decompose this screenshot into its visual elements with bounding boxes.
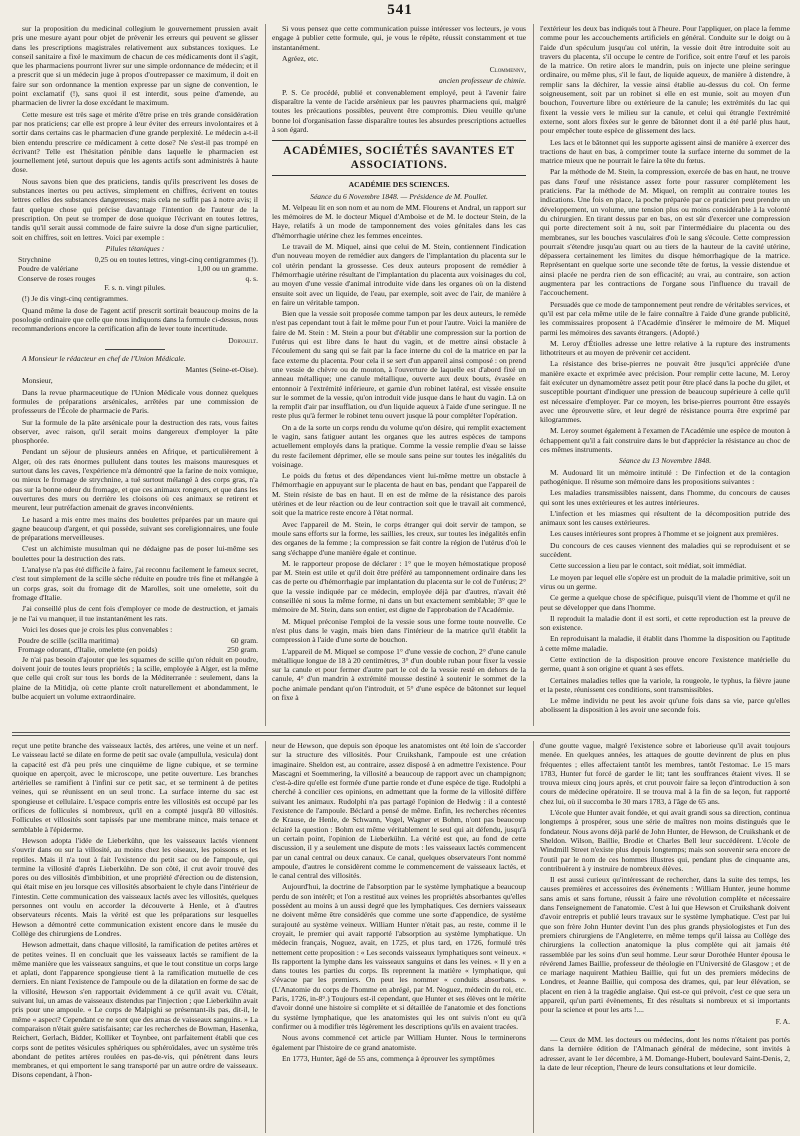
paragraph: M. Miquel préconise l'emploi de la vessie sous une forme toute nouvelle. Ce n'est plus dans le vagin, mais bien dans l'intérieur de la matrice qu'il établit la compression à l'aide d'une sorte de bouchon. (272, 616, 526, 645)
paragraph: Voici les doses que je crois les plus convenables : (22, 624, 173, 634)
paragraph: Pendant un séjour de plusieurs années en Afrique, et particulièrement à Alger, où des rats énormes pullulent dans toutes les maisons mauresques et surtout dans les caves, l'expérience m'a démontré que la farine de noix vomique, ou mieux le fromage de strychnine, a tué surtout mélangé à des corps gras, n'a pas sur la bonne odeur du fromage, et que ces animaux rongeurs, et que dans les ouvertures des murs ou derrière les cloisons où ces animaux se retirent et meurent, leur putréfaction amenait de graves inconvénients. (12, 447, 258, 513)
feuilleton-column-3 (540, 741, 790, 1133)
paragraph: reçut une petite branche des vaisseaux lactés, des artères, une veine et un nerf. Le vaisseau lacté se dilate en forme de petit sac ovale (ampullula, vesicula) dont la capacité est d'à peu près une cinquième de ligne cubique, et se termine quoique en aperçoit, avec le microscope, une petite ouverture. Les branches artérielles se ramifient à l'infini sur ce petit sac, et se terminent à de petites veines, qui se réunissent en un seul tronc. La surface interne du sac est spongieuse et cellulaire. L'espace compris entre les villosités est occupé par les orifices de follicules si nombreux, qu'il en a compté jusqu'à 80 villosités. Follicules et villosités sont tapissés par une membrane mince, mais tenace et semblable à l'épiderme. (12, 741, 258, 834)
recipe-note: (!) Je dis vingt-cinq centigrammes. (22, 294, 129, 304)
paragraph: L'analyse n'a pas été difficile à faire, j'ai reconnu facilement le fameux secret, c'est tout simplement de la scille sèche réduite en poudre très fine et mélangée à un corps gras, soit du fromage dit de Marolles, soit une omelette, soit du fromage d'Italie. (12, 565, 258, 602)
recipe-line (12, 274, 258, 283)
dose-amount: 60 gram. (231, 636, 258, 646)
dose-line (12, 636, 258, 645)
recipe-ingredient: Strychnine (18, 255, 51, 265)
paragraph: La résistance des brise-pierres ne pouvait être jusqu'ici appréciée d'une manière exacte et exprimée avec précision. Pour remplir cette lacune, M. Leroy fait exécuter un dynamomètre assez petit pour être placé dans la poche du gilet, et susceptible pourtant d'indiquer une pression de beaucoup supérieure à celle qu'il est nécessaire d'employer. Par ce moyen, les brise-pierres pourront être essayés avec une éprouvette sûre, et leur degré de résistance pourra être exprimé par kilogrammes. (540, 359, 790, 425)
paragraph: Dans la revue pharmaceutique de l'Union Médicale vous donnez quelques formules de préparations arsénicales, arrêtées par une commission de professeurs de l'École de pharmacie de Paris. (12, 387, 258, 416)
academy-name: ACADÉMIE DES SCIENCES. (348, 180, 450, 190)
feuilleton-column-2 (272, 741, 526, 1133)
dose-amount: 250 gram. (227, 645, 258, 655)
paragraph: Sur la formule de la pâte arsénicale pour la destruction des rats, vous faites observer, avec raison, qu'il serait moins dangereux d'employer la pâte phosphorée. (12, 417, 258, 446)
paragraph: Cette succession a lieu par le contact, soit médiat, soit immédiat. (550, 561, 747, 571)
column-rule (533, 24, 534, 726)
page-number: 541 (387, 2, 413, 18)
section-heading: ACADÉMIES, SOCIÉTÉS SAVANTES ET ASSOCIATIONS. (272, 140, 526, 176)
recipe-end: F. s. n. vingt pilules. (104, 283, 166, 293)
paragraph: Quand même la dose de l'agent actif prescrit sortirait beaucoup moins de la posologie ordinaire que celle que nous indiquons dans la formule ci-dessus, nous recommanderions encore la certification afin de lever toute incertitude. (12, 305, 258, 334)
paragraph: Le hasard a mis entre mes mains des boulettes préparées par un maure qui gagne beaucoup d'argent, et qui possède, suivant ses coreligionnaires, une foule de préparations merveilleuses. (12, 514, 258, 543)
column-2 (272, 24, 526, 726)
letter-place: Mantes (Seine-et-Oise). (185, 365, 258, 375)
signature-title: ancien professeur de chimie. (438, 76, 526, 86)
paragraph: C'est un alchimiste musulman qui ne dédaigne pas de poser lui-même ses boulettes pour la destruction des rats. (12, 544, 258, 563)
paragraph: Du concours de ces causes viennent des maladies qui se reproduisent et se succèdent. (540, 540, 790, 560)
signature: Dorvault. (228, 335, 258, 345)
paragraph: Agréez, etc. (282, 53, 319, 63)
session-date: Séance du 13 Novembre 1848. (618, 456, 712, 466)
dose-line (12, 645, 258, 654)
paragraph: En 1773, Hunter, âgé de 55 ans, commença à éprouver les symptômes (282, 1053, 495, 1063)
recipe-dose: 0,25 ou en toutes lettres, vingt-cinq centigrammes (!). (94, 255, 258, 265)
signature: Clommenny, (489, 65, 526, 75)
paragraph: Nous avons commencé cet article par William Hunter. Nous le terminerons également par l'histoire de ce grand anatomiste. (272, 1033, 526, 1052)
paragraph: On a de la sorte un corps rendu du volume qu'on désire, qui remplit exactement le vagin, sans fatiguer autant les organes que les autres espèces de tampons actuellement employés dans la pratique. Comme la vessie remplie d'eau se laisse du reste facilement déprimer, elle se moule sans peine sur toutes les inégalités du voisinage. (272, 422, 526, 469)
recipe-ingredient: Conserve de roses rouges (18, 273, 96, 283)
paragraph: M. Leroy soumet également à l'examen de l'Académie une espèce de mouton à échappement qu'il a fait construire dans le but d'apprécier la résistance au choc de ces mêmes instruments. (540, 426, 790, 455)
paragraph: Les causes intérieures sont propres à l'homme et se joignent aux premières. (550, 529, 779, 539)
session-date: Séance du 6 Novembre 1848. — Présidence de M. Poullet. (310, 191, 488, 201)
paragraph: Avec l'appareil de M. Stein, le corps étranger qui doit servir de tampon, se moule sans efforts sur la forme, les saillies, les creux, sur toutes les inégalités enfin des organes de la femme ; la compression se fait contre la région de l'utérus d'où le sang s'échappe d'une manière égale et continue. (272, 519, 526, 557)
paragraph: neur de Hewson, que depuis son époque les anatomistes ont été loin de s'accorder sur la structure des villosités. Pour Cruikshank, l'ampoule est une création imaginaire. Sheldon est, au contraire, assez disposé à en admettre l'existence. Pour Mascagni et Soemmering, la villosité a beaucoup de rapport avec un champignon; c'est-à-dire qu'elle est formée d'une partie ronde et d'une espèce de tige. Rudolphi a cherché à concilier ces opinions, en admettant que la forme de la villosité diffère suivant les animaux. Rudolphi n'a pas partagé l'opinion de Hedwig : il a contesté l'existence de l'ampoule. Béclard a pensé de même. Enfin, les recherches récentes de Krause, de Henle, de Schwann, Vogel, Wagner et Bohm, n'ont pas beaucoup éclairé la question : Bohm est même véritablement le seul qui ait défendu, jusqu'à un certain point, l'opinion de Lieberkühn. La vérité est que, au fond de cette discussion, il y a seulement une dispute de mots : les vaisseaux lactés commencent par un canal central ou deux canaux. Ce canal, quelques observateurs l'ont nommé ampoule, d'autres le considèrent comme le commencement de vaisseaux lactés, et le canal central des villosités. (272, 741, 526, 881)
paragraph: Cette mesure est très sage et mérite d'être prise en très grande considération par nos praticiens; car elle est propre à leur éviter des erreurs involontaires et à sortir dans certains cas le pharmacien d'une grande perplexité. Le médecin a-t-il bien entendu prescrire ce médicament à cette dose? Ne s'est-il pas trompé en écrivant? Telle est l'hésitation pénible dans laquelle le pharmacien est journellement jeté, surtout depuis que les agents actifs sont administrés à haute dose. (12, 109, 258, 175)
paragraph: Hewson admettait, dans chaque villosité, la ramification de petites artères et de petites veines. Il en concluait que les vaisseaux lactés se ramifient de la même manière que les vaisseaux sanguins, et que le tout constitue un corps large et aplati, dont l'apparence spongieuse tient à la ramification mutuelle de ces derniers. En niant l'existence de l'ampoule ou de la dilatation en forme de sac de la villosité, Hewson s'en rapportait évidemment à ce qu'il avait vu. C'était, suivant lui, un amas de vaisseaux distendus par l'injection ; que Lieberkühn avait pris pour une ampoule. « Le corps de Malpighi se présentant-ils pas, dit-il, le même « aspect? Cependant ce ne sont que des amas de vaisseaux sanguins. » La comparaison n'était guère satisfaisante; car les recherches de Bowman, Hasenka, Reichert, Gerlach, Bidder, Kolliker et Toynbee, ont parfaitement établi que ces corps sont de petites vésicules sphériques ou sphéroïdales, avec un système très abondant de petites artères roulées en pas-de-vis, qui pénètrent dans leurs membranes, et qui emportent le sang transporté par un autre ordre de vaisseaux. Disons cependant, à l'hon- (12, 940, 258, 1080)
dose-ingredient: Poudre de scille (scilla maritima) (18, 636, 119, 646)
paragraph: Le travail de M. Miquel, ainsi que celui de M. Stein, contiennent l'indication d'un nouveau moyen de remédier aux dangers de l'implantation du placenta sur le col utérin pendant la grossesse. Ces deux auteurs proposent de remédier à l'hémorrhagie utérine résultant de l'implantation du placenta aux voisinages du col, au moyen d'une vessie d'animal introduite vide dans les organes où on la distend ensuite soit avec un liquide, de l'eau, par exemple, soit avec de l'air, de manière à en faire un véritable tampon. (272, 242, 526, 307)
column-rule (265, 24, 266, 726)
recipe-ingredient: Poudre de valériane (18, 264, 79, 274)
paragraph: L'infection et les miasmes qui résultent de la décomposition putride des animaux sont les causes extérieures. (540, 508, 790, 528)
paragraph: M. Leroy d'Étiolles adresse une lettre relative à la rupture des instruments lithotriteurs et au moyen de prévenir cet accident. (540, 338, 790, 358)
paragraph: Ce germe a quelque chose de spécifique, puisqu'il vient de l'homme et qu'il ne peut se développer que dans l'homme. (540, 593, 790, 612)
paragraph: Persuadés que ce mode de tamponnement peut rendre de véritables services, et qu'il est par cela même utile de le faire connaître à l'aide d'une grande publicité, les commissaires proposent à l'Académie d'insérer le mémoire de M. Miquel parmi les mémoires des savants étrangers. (Adopté.) (540, 299, 790, 337)
paragraph: Il est aussi curieux qu'intéressant de rechercher, dans la suite des temps, les causes premières et accessoires des événements : William Hunter, jeune homme sans amis et sans fortune, réussit à faire une révolution complète et nécessaire dans l'enseignement de l'anatomie. C'est à lui que Hewson et Cruikshank doivent d'avoir entrepris et publié leurs travaux sur le système lymphatique. C'est par lui que son frère John Hunter devint l'un des plus grands physiologistes et l'un des premiers chirurgiens de l'Angleterre, en même temps qu'il laissa au Collège des chirurgiens la collection anatomique la plus complète qui ait jamais été rassemblée par les soins d'un seul homme. Leur sœur Dorothée Hunter épousa le révérend James Baillie, professeur de théologie en l'Université de Glasgow ; et de ce mariage naquirent Mathieu Baillie, qui fut un des premiers médecins de Londres, et Jeanne Baillie, qui composa des drames, qui, par leur élévation, se placent en rien à la tragédie anglaise. Qui est-ce qui prévoit, c'est ce que sera un appareil, qu'un parti évènements, Et des résultats si nombreux et si importants pour la science et pour les arts !.... (540, 875, 790, 1015)
letter-heading: A Monsieur le rédacteur en chef de l'Union Médicale. (22, 353, 186, 363)
notice: — Ceux de MM. les docteurs ou médecins, dont les noms n'étaient pas portés dans la dernière édition de l'Almanach général de médecine, sont invités à adresser, avant le 1er décembre, à M. Domange-Hubert, boulevard Saint-Denis, 2, la date de leur réception, l'heure de leurs consultations et leur domicile. (540, 1034, 790, 1072)
salutation: Monsieur, (22, 376, 53, 386)
paragraph: Le poids du fœtus et des dépendances vient lui-même mettre un obstacle à l'hémorrhagie en appuyant sur le placenta de haut en bas, pendant que l'appareil de M. Stein résiste de bas en haut. Il en est de même de la résistance des parois utérines et de leur réaction ou de leur contraction soit que le travail ait commencé, soit que la matrice reste encore à l'état normal. (272, 471, 526, 518)
paragraph: Bien que la vessie soit proposée comme tampon par les deux auteurs, le remède n'est pas cependant tout à fait le même pour l'un et pour l'autre. Voici la manière de faire de M. Stein : M. Stein a pour but d'établir une compression sur la portion de l'utérus qui est libre dans le haut du vagin, et de mettre ainsi obstacle à l'écoulement du sang qui se fait par la face interne du col de la matrice en par la face externe du placenta. Pour cela il se sert d'un appareil ainsi composé : on prend une vessie de chèvre ou de mouton, à l'ouverture de laquelle est d'abord fixé un anneau métallique; une canule métallique, ouverte aux deux bouts, évasée en entonnoir à l'extrémité inférieure, et garnie d'un robinet latéral, est vissée ensuite sur le sommet de la vessie, qu'on introduit vide jusque dans le haut du vagin. Là on la remplit d'air par insufflation, ou d'un liquide aqueux à l'aide d'une seringue. Il ne reste plus qu'à fermer le robinet tenu ouvert jusque là pour compléter l'opération. (272, 309, 526, 421)
recipe-title: Pilules tétaniques : (105, 243, 165, 253)
column-rule (265, 741, 266, 1133)
paragraph: L'appareil de M. Miquel se compose 1° d'une vessie de cochon, 2° d'une canule métallique longue de 18 à 20 centimètres, 3° d'un double ruban pour fixer la vessie sur la canule et pour fermer d'autre part le col de la vessie resté en dehors de la canule, 4° d'un mandrin à extrémité mousse destiné à soutenir le sommet de la poche animale pendant qu'on l'introduit, et 5° d'une espèce de bâtonnet sur lequel on fixe à (272, 646, 526, 702)
feuilleton-column-1 (12, 741, 258, 1133)
paragraph: Il reproduit la maladie dont il est sorti, et cette reproduction est la preuve de son existence. (540, 613, 790, 633)
paragraph: Hewson adopta l'idée de Lieberkühn, que les vaisseaux lactés viennent s'ouvrir dans ou sur la villosité, au moins chez les oiseaux, les poissons et les reptiles. Mais il n'a tout à fait l'existence du petit sac ou de l'ampoule, qui termine la villosité d'après Lieberkühn. De son côté, il crut avoir trouvé des pores ou des villosités d'imbibition, et une propriété d'érection ou de distension, qui était mise en jeu lorsque ces villosités absorbaient le chyle dans l'intérieur de l'intestin. Cette communication des vaisseaux lactés avec les villosités, quelques personnes ont voulu en accorder la découverte à Henle, et à d'autres observateurs récents. Mais la vérité est que les préparations sur lesquelles Hewson a démontré cette communication existent encore dans le musée du Collège des chirurgiens de Londres. (12, 835, 258, 938)
paragraph: l'extérieur les deux bas indiqués tout à l'heure. Pour l'appliquer, on place la femme comme pour les accouchements artificiels en général. Conduite sur le doigt ou à l'aide d'un spéculum jusqu'au col utérin, la vessie doit être introduite soit au travers du placenta, s'il occupe le centre de l'orifice, soit entre l'œuf et les parois de la matrice. On retire alors le mandrin, puis on injecte une pleine seringue ordinaire, ou même plus, s'il le faut, de liquide aqueux, de manière à distendre, à remplir sans la déchirer, la vessie ainsi établie au-dessus du col. On ferme soigneusement, soit par un robinet si elle en est munie, soit au moyen d'un bouchon, l'ouverture libre ou extérieure de la canule; les extrémités du lac qui fixent la vessie vers le milieu sur la canule, et celui qui étrangle l'extrémité externe, sont alors fixées sur le genre de bâtonnet dont il a été parlé plus haut, pour empêcher toute espèce de glissement des lacs. (540, 24, 790, 136)
paragraph: Nous savons bien que des praticiens, tandis qu'ils prescrivent les doses de substances inertes ou peu actives, simplement en chiffres, écrivent en toutes lettres celles des substances dangereuses; mais cela ne suffit pas à notre avis; il faut quelque chose qui précise davantage l'intention de l'auteur de la prescription. On peut se tromper de dose quoique l'écrivant en toutes lettres, tandis qu'il serait aussi commode de faire suivre la dose d'un signe particulier, soit en chiffres, soit en lettres. Voici par exemple : (12, 176, 258, 242)
paragraph: Cette extinction de la disposition prouve encore l'existence matérielle du germe, quant à son origine et quant à ses effets. (540, 655, 790, 674)
paragraph: Certaines maladies telles que la variole, la rougeole, le typhus, la fièvre jaune et la peste, réunissent ces conditions, sont transmissibles. (540, 675, 790, 694)
paragraph: Les lacs et le bâtonnet qui les supporte agissent ainsi de manière à exercer des tractions de haut en bas, à comprimer toute la surface interne du sommet de la matrice mieux que ne pourrait le faire la tête du fœtus. (540, 137, 790, 166)
divider (635, 1030, 695, 1031)
paragraph: Par la méthode de M. Stein, la compression, exercée de bas en haut, ne trouve pas dans l'œuf une résistance assez forte pour rassurer complètement les praticiens. Par la méthode de M. Miquel, on remplit au contraire toutes les indications. Une fois en place, la poche préparée par ce praticien peut prendre un développement, un volume, une tension plus ou moins considérable à la volonté du chirurgien. En tirant dessus par en bas, on est sûr d'exercer une compression qui porte directement soit à nu, soit par l'intermédiaire du placenta ou des membranes, sur les bouches vasculaires d'où le sang s'écoule. Cette compression pourrait s'étendre jusqu'au quart ou au tiers de la hauteur de la cavité utérine, dépassera certainement les limites du disque hémorrhagique de la matrice. Représentant en quelque sorte une seconde tête de fœtus, la vessie distendue et ainsi placée ne perdra rien de son efficacité; au vrai, au contraire, son action augmentera par les contractions de l'organe sous l'influence du travail de l'accouchement. (540, 167, 790, 298)
dose-ingredient: Fromage odorant, d'Italie, omelette (en poids) (18, 645, 158, 655)
column-3 (540, 24, 790, 726)
paragraph: M. le rapporteur propose de déclarer : 1° que le moyen hémostatique proposé par M. Stein est utile et qu'il doit être préféré au tamponnement ordinaire dans les cas de perte ou d'hémorrhagie par implantation du placenta sur le col de l'utérus; 2° que la vessie indiquée par ce médecin, employée déjà par d'autres, n'avait été conseillée ni sous la même forme, ni dans un but exactement semblable; 3° que le mémoire de M. Stein, dans son entier, est digne de l'approbation de l'Académie. (272, 558, 526, 615)
paragraph: d'une goutte vague, malgré l'existence sobre et laborieuse qu'il avait toujours menée. En quelques années, les attaques de goutte devinrent de plus en plus fréquentes ; elles affectaient tantôt les membres, tantôt l'estomac. Le 15 mars 1783, Hunter fut forcé de garder le lit; tant les souffrances étaient vives. Il se trouva mieux cinq jours après, et crut pouvoir faire sa leçon d'introduction à son cours de médecine opératoire. Il se trouva mal à la fin de sa leçon, fut rapporté chez lui, où il succomba le 30 mars 1783, à l'âge de 65 ans. (540, 741, 790, 806)
paragraph: M. Velpeau lit en son nom et au nom de MM. Flourens et Andral, un rapport sur les mémoires de M. le docteur Miquel d'Amboise et de M. le docteur Stein, de la Haye, relatifs à un mode de tamponnement des voies génitales dans les cas d'hémorrhagie utérine chez les femmes enceintes. (272, 202, 526, 240)
paragraph: M. Audouard lit un mémoire intitulé : De l'infection et de la contagion pathogénique. Il résume son mémoire dans les propositions suivantes : (540, 467, 790, 486)
paragraph: Les maladies transmissibles naissent, dans l'homme, du concours de causes qui sont les unes extérieures et les autres intérieures. (540, 488, 790, 507)
paragraph: Aujourd'hui, la doctrine de l'absorption par le système lymphatique a beaucoup perdu de son intérêt; et l'on a restitué aux veines les propriétés absorbantes qu'elles possèdent au moins à un aussi degré que les lymphatiques. Ces derniers vaisseaux ne doivent même être considérés que comme une sorte d'appendice, de système surajouté au système veineux. William Hunter n'était pas, au reste, comme il le croyait, le premier qui avait rapporté l'absorption au système lymphatique. Un médecin français, Noguez, avait, en 1725, et plus tard, en 1726, formulé très nettement cette proposition : « Les seconds vaisseaux lymphatiques sont veineux. « Ils rapportent la lymphe dans les vaisseaux sanguins et dans les veines. « Il y en a dans toutes les parties du corps. Ils reprennent la matière « lymphatique, qui s'évacue par les premiers. On peut les nommer « conduits absorbans. » (L'Anatomie du corps de l'homme en abrégé, par M. Noguez, médecin du roi, etc. Paris, 1726, in-8°.) Toujours est-il cependant, que Hunter et ses élèves ont le mérite d'avoir donné une histoire si complète et si détaillée de l'anatomie et des fonctions du système lymphatique, que les anatomistes qui les ont suivis n'ont eu qu'à confirmer ou à modifier très légèrement les descriptions qu'ils en avaient tracées. (272, 882, 526, 1031)
paragraph: J'ai conseillé plus de cent fois d'employer ce mode de destruction, et jamais je ne l'ai vu manquer, il tue instantanément les rats. (12, 604, 258, 623)
recipe-line (12, 255, 258, 264)
paragraph: Je n'ai pas besoin d'ajouter que les squames de scille qu'on réduit en poudre, doivent jouir de toutes leurs propriétés ; la scille, employée à Alger, est la même que celle qui croît sur tous les bords de la Méditerranée : seulement, dans la plaine de la Mitidja, où cette plante croît naturellement et abondamment, le bulbe acquiert un volume extraordinaire. (12, 654, 258, 701)
paragraph: sur la proposition du medicinal collegium le gouvernement prussien avait pris une mesure ayant pour objet de prévenir les erreurs qui peuvent se glisser dans les prescriptions magistrales relativement aux substances toxiques. Le conseil sanitaire a fixé le maximum de chacun de ces médicaments dont il s'agit, que les pharmaciens pourront livrer sur une simple ordonnance de médecin; et il a prescrit que si un médecin juge à propos d'outrepasser ce maximum, il doit en faire sur son ordonnance la mention expresse par un signe de convention, le point exclamatif (!), sans quoi il est interdit, sous peine d'amende, au pharmacien de livrer la dose excédant le maximum. (12, 24, 258, 108)
paragraph: Le moyen par lequel elle s'opère est un produit de la maladie primitive, soit un virus ou un germe. (540, 572, 790, 591)
paragraph: Si vous pensez que cette communication puisse intéresser vos lecteurs, je vous engage à publier cette formule, qui, je vous le répète, réussit constamment et tue instantanément. (272, 24, 526, 52)
recipe-dose: 1,00 ou un gramme. (197, 264, 258, 274)
paragraph: L'école que Hunter avait fondée, et qui avait grandi sous sa direction, continua longtemps à prospérer, sous une série de maîtres non moins distingués que le fondateur. Nous avons déjà parlé de John Hunter, de Hewson, de Cruikshank et de Sheldon. Wilson, Baillie, Brodie et Charles Bell leur succédèrent. L'école de Windmill Street n'existe plus depuis longtemps; mais son souvenir sera encore de l'outil par le nom de ces hommes illustres qui, pendant plus de cinquante ans, contribuèrent à y instruire de nombreux élèves. (540, 808, 790, 873)
signature: F. A. (775, 1016, 790, 1026)
divider (105, 349, 165, 350)
section-separator (12, 732, 790, 736)
column-1 (12, 24, 258, 726)
paragraph: P. S. Ce procédé, publié et convenablement employé, peut à l'avenir faire disparaître la vente de l'acide arsénieux par les pauvres pharmaciens qui, malgré toutes les précautions possibles, peuvent être compromis. Dieu veuille qu'une bonne loi d'organisation fasse disparaître toutes les absurdes prescriptions actuelles à son égard. (272, 87, 526, 134)
paragraph: En reproduisant la maladie, il établit dans l'homme la disposition ou l'aptitude à cette même maladie. (540, 634, 790, 653)
recipe-dose: q. s. (245, 273, 258, 283)
recipe-line (12, 264, 258, 273)
paragraph: Le même individu ne peut les avoir qu'une fois dans sa vie, parce qu'elles abolissent la disposition à les avoir une seconde fois. (540, 696, 790, 715)
column-rule (533, 741, 534, 1133)
